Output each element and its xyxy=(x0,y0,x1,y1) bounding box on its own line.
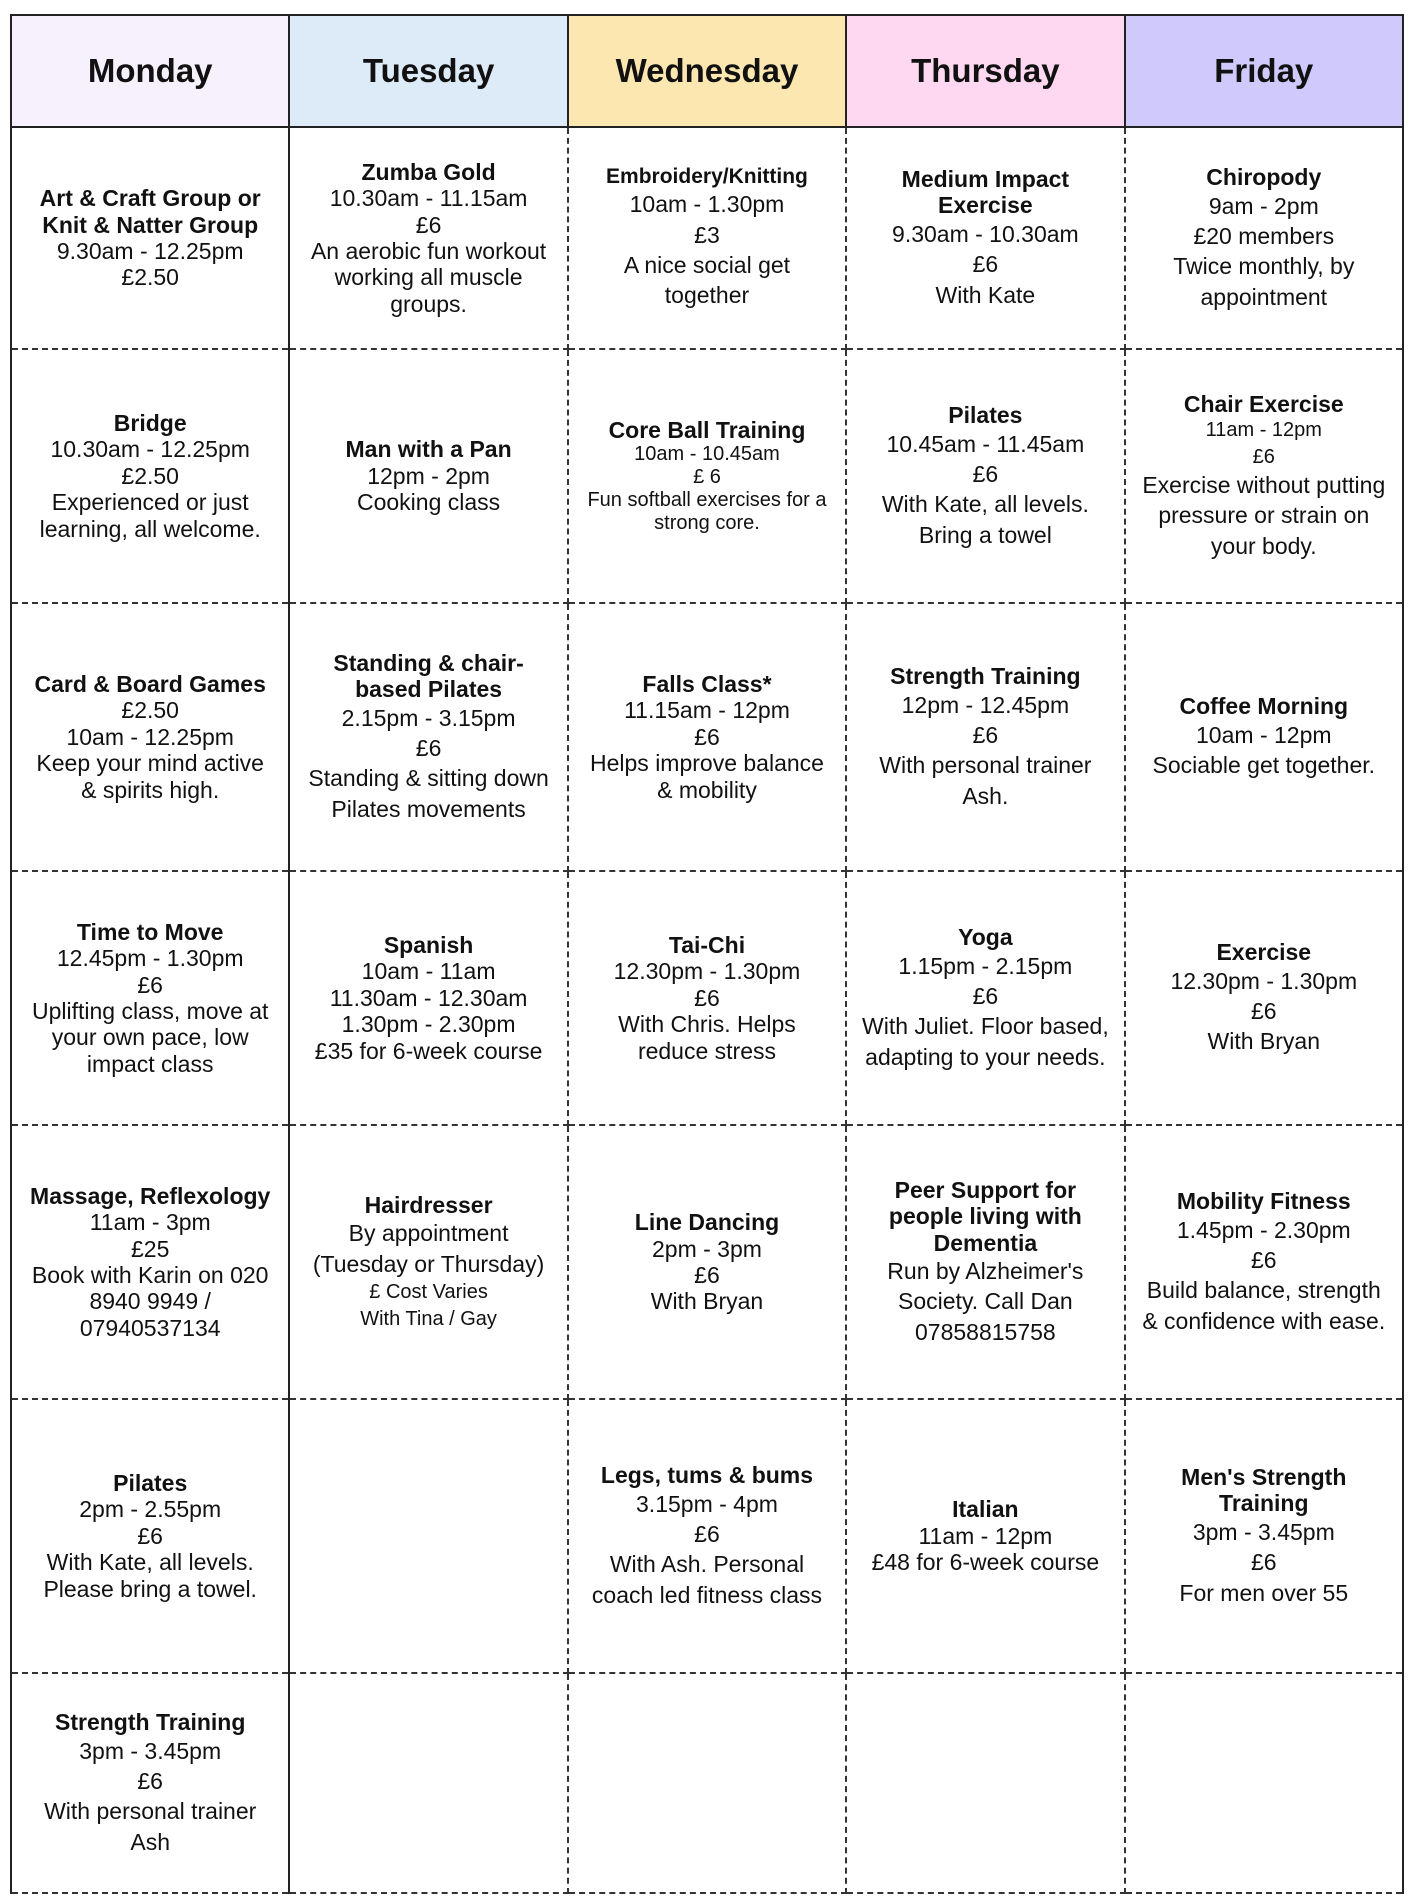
activity-title: Mobility Fitness xyxy=(1176,1188,1351,1215)
timetable-row xyxy=(11,871,1403,1125)
activity-detail: With personal trainer Ash xyxy=(44,1798,257,1855)
activity-cell xyxy=(568,127,846,349)
activity-cell xyxy=(289,349,567,603)
timetable-row xyxy=(11,127,1403,349)
activity-title: Strength Training xyxy=(890,663,1081,690)
activity-detail: £6 xyxy=(694,984,720,1011)
activity-title: Falls Class* xyxy=(642,670,772,697)
activity-detail: 10.45am - 11.45am xyxy=(886,430,1085,457)
activity-cell xyxy=(568,1125,846,1399)
activity-detail: With Ash. Personal coach led fitness class xyxy=(591,1551,823,1608)
activity-detail: Experienced or just learning, all welcome. xyxy=(39,489,261,542)
empty-cell xyxy=(568,1673,846,1893)
activity-detail: £2.50 xyxy=(121,697,179,724)
activity-detail: 2pm - 3pm xyxy=(652,1235,762,1262)
activity-detail: 12pm - 12.45pm xyxy=(901,691,1070,718)
activity-detail: 11am - 12pm xyxy=(918,1522,1053,1549)
activity-cell xyxy=(289,603,567,871)
activity-detail: 9.30am - 10.30am xyxy=(892,220,1079,247)
activity-detail: With Kate xyxy=(935,281,1036,308)
activity-detail: Uplifting class, move at your own pace, low impact class xyxy=(31,998,269,1077)
activity-detail: 10am - 11am xyxy=(361,958,496,985)
day-header-row xyxy=(11,15,1403,127)
empty-cell xyxy=(289,1673,567,1893)
activity-cell xyxy=(846,1399,1124,1673)
activity-cell xyxy=(1125,1125,1403,1399)
activity-detail: With personal trainer Ash. xyxy=(879,752,1092,809)
activity-title: Coffee Morning xyxy=(1179,693,1349,720)
activity-detail: 10.30am - 11.15am xyxy=(329,185,528,212)
activity-detail: Standing & sitting down Pilates movements xyxy=(308,765,549,822)
timetable-row xyxy=(11,1673,1403,1893)
activity-detail: 1.15pm - 2.15pm xyxy=(898,952,1073,979)
timetable-row xyxy=(11,349,1403,603)
activity-title: Standing & chair-based Pilates xyxy=(333,649,524,703)
activity-cell xyxy=(846,349,1124,603)
activity-detail: £6 xyxy=(1250,998,1277,1025)
activity-detail: 12.45pm - 1.30pm xyxy=(56,945,244,972)
activity-cell xyxy=(289,871,567,1125)
activity-detail: 2pm - 2.55pm xyxy=(79,1496,222,1523)
activity-detail: For men over 55 xyxy=(1179,1579,1349,1606)
empty-cell xyxy=(846,1673,1124,1893)
day-header-friday: Friday xyxy=(1125,15,1403,127)
activity-cell xyxy=(11,349,289,603)
activity-title: Yoga xyxy=(958,924,1013,951)
activity-title: Men's Strength Training xyxy=(1181,1464,1347,1517)
activity-detail: £6 xyxy=(972,251,999,278)
activity-title: Pilates xyxy=(948,402,1023,429)
activity-cell xyxy=(568,349,846,603)
activity-title: Pilates xyxy=(113,1469,188,1496)
activity-detail: With Kate, all levels. Bring a towel xyxy=(881,491,1089,548)
activity-cell xyxy=(1125,603,1403,871)
activity-detail: Fun softball exercises for a strong core. xyxy=(587,489,827,535)
activity-detail: £48 for 6-week course xyxy=(871,1549,1100,1576)
activity-title: Time to Move xyxy=(76,918,224,945)
activity-cell xyxy=(568,1399,846,1673)
activity-detail: With Chris. Helps reduce stress xyxy=(618,1011,796,1064)
activity-detail: 10.30am - 12.25pm xyxy=(50,436,250,463)
activity-detail: £20 members xyxy=(1193,222,1335,249)
activity-detail: 10am - 12.25pm xyxy=(66,723,234,750)
activity-detail: 10am - 1.30pm xyxy=(629,191,785,218)
activity-detail: A nice social get together xyxy=(623,252,791,309)
activity-cell xyxy=(11,603,289,871)
activity-title: Core Ball Training xyxy=(608,416,806,443)
activity-detail: £6 xyxy=(137,1522,163,1549)
empty-cell xyxy=(289,1399,567,1673)
activity-title: Strength Training xyxy=(55,1709,246,1736)
timetable-row xyxy=(11,1399,1403,1673)
activity-cell xyxy=(289,127,567,349)
activity-detail: 12pm - 2pm xyxy=(367,462,490,489)
activity-detail: 10am - 10.45am xyxy=(634,443,780,466)
day-header-monday: Monday xyxy=(11,15,289,127)
activity-detail: With Bryan xyxy=(1207,1028,1321,1055)
activity-detail: £6 xyxy=(694,723,720,750)
activity-detail: £6 xyxy=(694,1262,720,1288)
activity-title: Chiropody xyxy=(1206,164,1322,191)
activity-title: Line Dancing xyxy=(634,1209,780,1236)
activity-title: Card & Board Games xyxy=(34,670,266,697)
weekly-timetable xyxy=(10,14,1404,1894)
activity-title: Bridge xyxy=(113,409,187,436)
timetable-row xyxy=(11,603,1403,871)
activity-detail: £6 xyxy=(137,1767,163,1794)
activity-detail: £6 xyxy=(972,460,999,487)
activity-detail: 9am - 2pm xyxy=(1208,192,1319,219)
activity-detail: Cooking class xyxy=(356,489,501,516)
activity-detail: Twice monthly, by appointment xyxy=(1173,253,1355,310)
activity-title: Hairdresser xyxy=(364,1192,493,1219)
activity-detail: £2.50 xyxy=(121,264,179,291)
activity-detail: By appointment (Tuesday or Thursday) xyxy=(312,1220,545,1277)
timetable-row xyxy=(11,1125,1403,1399)
activity-cell xyxy=(846,871,1124,1125)
activity-detail: £6 xyxy=(415,735,442,762)
day-header-thursday: Thursday xyxy=(846,15,1124,127)
activity-detail: £6 xyxy=(972,721,999,748)
timetable-body xyxy=(11,127,1403,1893)
activity-cell xyxy=(1125,871,1403,1125)
activity-detail: 10am - 12pm xyxy=(1196,721,1332,748)
activity-detail: With Bryan xyxy=(650,1288,764,1315)
activity-cell xyxy=(11,871,289,1125)
activity-detail: £3 xyxy=(694,221,720,248)
activity-title: Medium Impact Exercise xyxy=(901,166,1070,219)
activity-detail: 2.15pm - 3.15pm xyxy=(341,704,516,731)
activity-cell xyxy=(846,603,1124,871)
activity-detail: 12.30pm - 1.30pm xyxy=(1170,967,1358,994)
activity-detail: £2.50 xyxy=(121,462,179,489)
activity-detail: £6 xyxy=(1252,445,1275,468)
activity-title: Spanish xyxy=(383,931,474,958)
activity-detail: 3pm - 3.45pm xyxy=(79,1737,222,1764)
activity-detail: £6 xyxy=(1250,1549,1277,1576)
activity-detail: £35 for 6-week course xyxy=(314,1037,543,1064)
empty-cell xyxy=(1125,1673,1403,1893)
activity-title: Exercise xyxy=(1216,939,1312,966)
activity-cell xyxy=(11,1125,289,1399)
activity-cell xyxy=(1125,127,1403,349)
activity-cell xyxy=(1125,1399,1403,1673)
activity-cell xyxy=(11,127,289,349)
activity-cell xyxy=(846,1125,1124,1399)
activity-detail: 1.30pm - 2.30pm xyxy=(341,1011,516,1038)
activity-detail: Exercise without putting pressure or strain on your body. xyxy=(1142,472,1386,559)
activity-cell xyxy=(568,871,846,1125)
activity-detail: £6 xyxy=(972,982,999,1009)
activity-cell xyxy=(1125,349,1403,603)
activity-detail: 3.15pm - 4pm xyxy=(636,1490,778,1517)
activity-title: Massage, Reflexology xyxy=(30,1182,271,1209)
activity-title: Peer Support for people living with Dementia xyxy=(888,1176,1082,1256)
activity-cell xyxy=(11,1399,289,1673)
activity-detail: 9.30am - 12.25pm xyxy=(56,238,244,264)
activity-title: Italian xyxy=(952,1496,1019,1523)
activity-title: Zumba Gold xyxy=(361,158,496,185)
day-header-tuesday: Tuesday xyxy=(289,15,567,127)
activity-detail: Run by Alzheimer's Society. Call Dan 07858815758 xyxy=(887,1258,1084,1345)
activity-detail: £6 xyxy=(694,1520,720,1547)
activity-detail: 11am - 12pm xyxy=(1205,419,1322,442)
activity-title: Embroidery/Knitting xyxy=(606,165,808,189)
activity-title: Legs, tums & bums xyxy=(600,1462,814,1489)
activity-detail: With Tina / Gay xyxy=(360,1307,497,1330)
activity-detail: £6 xyxy=(1250,1246,1277,1273)
activity-detail: 3pm - 3.45pm xyxy=(1192,1518,1335,1545)
activity-cell xyxy=(289,1125,567,1399)
activity-cell xyxy=(11,1673,289,1893)
activity-detail: 11am - 3pm xyxy=(89,1209,211,1236)
activity-detail: With Juliet. Floor based, adapting to your needs. xyxy=(862,1013,1109,1070)
activity-detail: With Kate, all levels. Please bring a towel. xyxy=(43,1549,257,1602)
activity-detail: Keep your mind active & spirits high. xyxy=(36,750,264,803)
activity-detail: Build balance, strength & confidence with ease. xyxy=(1142,1277,1386,1334)
activity-detail: An aerobic fun workout working all muscle groups. xyxy=(310,238,547,317)
activity-detail: £ 6 xyxy=(693,466,721,489)
activity-detail: 12.30pm - 1.30pm xyxy=(613,958,801,985)
activity-detail: £25 xyxy=(131,1235,170,1262)
activity-detail: Book with Karin on 020 8940 9949 / 07940537134 xyxy=(31,1262,269,1341)
activity-detail: £ Cost Varies xyxy=(369,1281,488,1304)
activity-title: Art & Craft Group or Knit & Natter Group xyxy=(39,185,261,238)
day-header-wednesday: Wednesday xyxy=(568,15,846,127)
activity-detail: 11.15am - 12pm xyxy=(624,697,790,724)
activity-detail: Sociable get together. xyxy=(1152,752,1376,779)
activity-detail: £6 xyxy=(137,971,163,998)
activity-cell xyxy=(568,603,846,871)
activity-title: Chair Exercise xyxy=(1183,390,1344,417)
activity-cell xyxy=(846,127,1124,349)
activity-detail: Helps improve balance & mobility xyxy=(590,750,824,803)
activity-title: Tai-Chi xyxy=(668,931,746,958)
activity-detail: 11.30am - 12.30am xyxy=(329,984,528,1011)
activity-detail: £6 xyxy=(415,211,442,238)
activity-title: Man with a Pan xyxy=(345,436,512,463)
activity-detail: 1.45pm - 2.30pm xyxy=(1176,1216,1351,1243)
